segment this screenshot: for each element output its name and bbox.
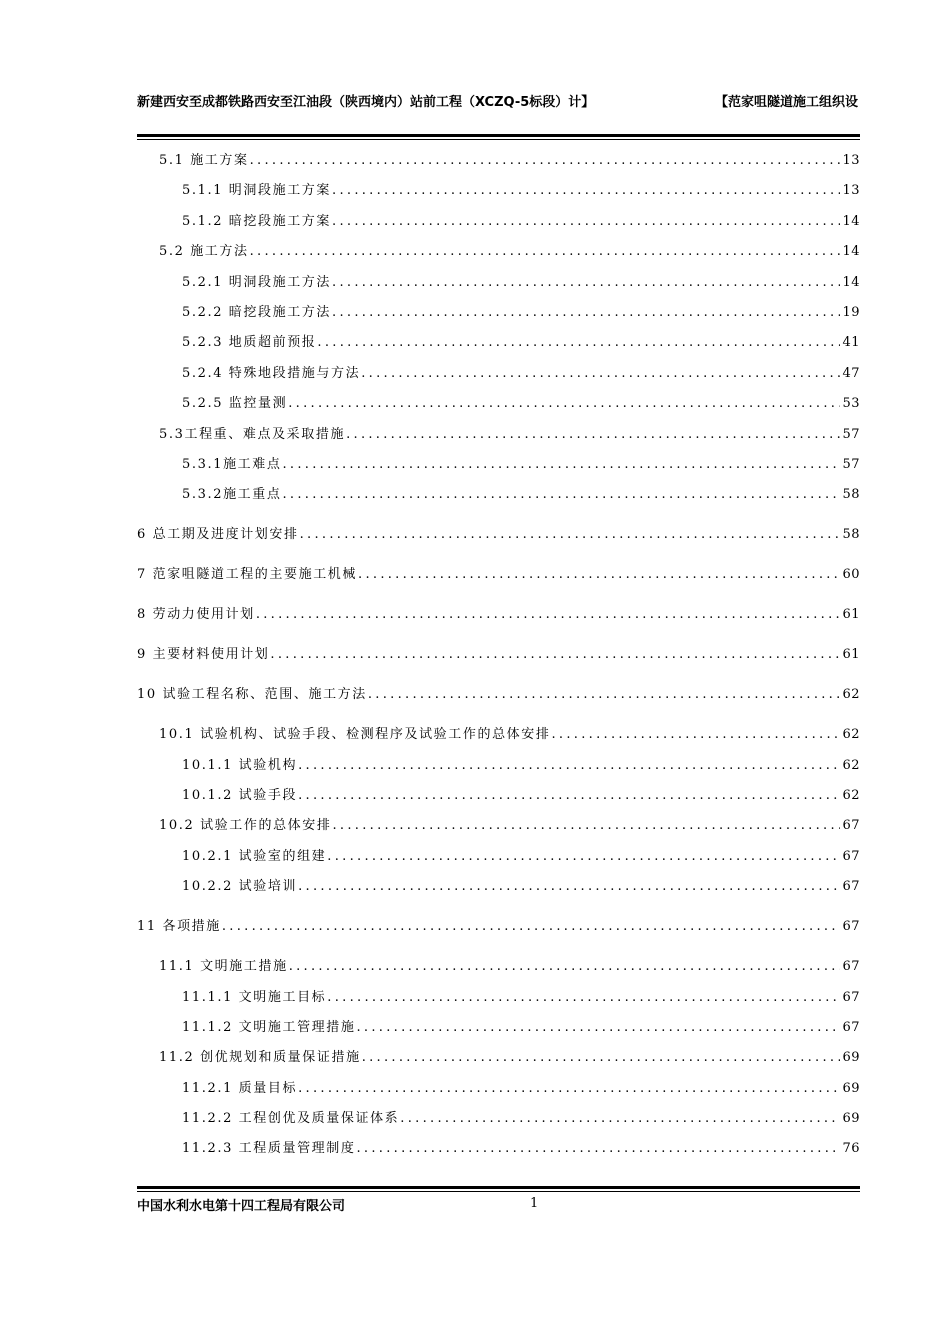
header-document-title: 【范家咀隧道施工组织设 xyxy=(714,95,858,110)
toc-entry-title: 5.3.1施工难点 xyxy=(182,457,282,472)
toc-entry[interactable] xyxy=(159,1049,860,1067)
header-rule-thin xyxy=(137,139,860,140)
toc-entry-page: 58 xyxy=(842,527,860,542)
toc-dot-leader xyxy=(551,726,840,744)
toc-dot-leader xyxy=(332,817,840,835)
toc-entry[interactable] xyxy=(137,566,860,584)
toc-entry-title: 7 范家咀隧道工程的主要施工机械 xyxy=(137,567,358,582)
toc-dot-leader xyxy=(250,243,841,261)
toc-entry[interactable] xyxy=(137,646,860,664)
toc-entry-page: 13 xyxy=(842,183,860,198)
toc-entry[interactable] xyxy=(159,958,860,976)
toc-entry-page: 67 xyxy=(842,849,860,864)
toc-entry[interactable] xyxy=(182,334,860,352)
toc-entry-page: 67 xyxy=(842,1020,860,1035)
toc-dot-leader xyxy=(256,606,841,624)
toc-entry-page: 14 xyxy=(842,275,860,290)
toc-entry-page: 67 xyxy=(842,879,860,894)
toc-entry[interactable] xyxy=(182,878,860,896)
toc-dot-leader xyxy=(358,566,840,584)
toc-entry-page: 47 xyxy=(842,366,860,381)
toc-dot-leader xyxy=(332,182,840,200)
toc-dot-leader xyxy=(298,878,840,896)
toc-entry-page: 14 xyxy=(842,214,860,229)
toc-dot-leader xyxy=(250,152,841,170)
toc-entry-title: 8 劳动力使用计划 xyxy=(137,607,255,622)
toc-entry[interactable] xyxy=(159,152,860,170)
toc-entry-page: 76 xyxy=(842,1141,860,1156)
toc-entry-title: 11.2 创优规划和质量保证措施 xyxy=(159,1050,361,1065)
toc-entry-title: 10.1.1 试验机构 xyxy=(182,758,298,773)
toc-dot-leader xyxy=(368,686,841,704)
toc-entry[interactable] xyxy=(159,243,860,261)
toc-entry-title: 5.1.1 明洞段施工方案 xyxy=(182,183,332,198)
toc-dot-leader xyxy=(327,989,840,1007)
toc-entry-page: 67 xyxy=(842,919,860,934)
footer-rule-thick xyxy=(137,1186,860,1189)
toc-entry[interactable] xyxy=(182,1080,860,1098)
toc-entry-title: 10.2.2 试验培训 xyxy=(182,879,298,894)
toc-dot-leader xyxy=(300,526,841,544)
toc-entry[interactable] xyxy=(137,918,860,936)
toc-entry[interactable] xyxy=(182,182,860,200)
toc-entry[interactable] xyxy=(182,274,860,292)
header-rule-thick xyxy=(137,134,860,137)
toc-entry-page: 53 xyxy=(842,396,860,411)
toc-dot-leader xyxy=(356,1019,840,1037)
toc-dot-leader xyxy=(282,486,840,504)
toc-entry-page: 62 xyxy=(842,727,860,742)
toc-entry[interactable] xyxy=(137,526,860,544)
toc-entry[interactable] xyxy=(159,426,860,444)
toc-dot-leader xyxy=(282,456,840,474)
toc-entry-title: 11.2.1 质量目标 xyxy=(182,1081,298,1096)
toc-entry[interactable] xyxy=(137,686,860,704)
toc-dot-leader xyxy=(332,213,840,231)
toc-entry[interactable] xyxy=(159,817,860,835)
toc-dot-leader xyxy=(298,1080,840,1098)
toc-entry-page: 67 xyxy=(842,990,860,1005)
toc-entry-page: 58 xyxy=(842,487,860,502)
toc-entry-page: 13 xyxy=(842,153,860,168)
toc-entry-page: 41 xyxy=(842,335,860,350)
toc-entry-page: 57 xyxy=(842,457,860,472)
toc-entry[interactable] xyxy=(182,456,860,474)
toc-entry-title: 5.1 施工方案 xyxy=(159,153,249,168)
toc-entry-title: 11 各项措施 xyxy=(137,919,221,934)
toc-entry-title: 11.2.2 工程创优及质量保证体系 xyxy=(182,1111,400,1126)
toc-entry[interactable] xyxy=(182,989,860,1007)
toc-dot-leader xyxy=(298,787,840,805)
footer-page-number: 1 xyxy=(530,1196,539,1211)
toc-dot-leader xyxy=(327,848,840,866)
toc-entry-title: 5.2.2 暗挖段施工方法 xyxy=(182,305,332,320)
toc-entry[interactable] xyxy=(182,757,860,775)
footer-rule-thin xyxy=(137,1191,860,1192)
toc-entry-title: 11.1.2 文明施工管理措施 xyxy=(182,1020,356,1035)
footer-company-name: 中国水利水电第十四工程局有限公司 xyxy=(137,1199,346,1214)
toc-dot-leader xyxy=(362,1049,841,1067)
toc-entry[interactable] xyxy=(182,395,860,413)
toc-entry-title: 5.3工程重、难点及采取措施 xyxy=(159,427,346,442)
toc-entry-page: 61 xyxy=(842,647,860,662)
toc-dot-leader xyxy=(270,646,840,664)
toc-entry-title: 11.2.3 工程质量管理制度 xyxy=(182,1141,356,1156)
toc-entry[interactable] xyxy=(182,1140,860,1158)
toc-entry-page: 69 xyxy=(842,1111,860,1126)
toc-entry-page: 69 xyxy=(842,1081,860,1096)
toc-entry[interactable] xyxy=(182,1110,860,1128)
toc-entry-title: 5.1.2 暗挖段施工方案 xyxy=(182,214,332,229)
toc-dot-leader xyxy=(400,1110,840,1128)
toc-entry-title: 10.2 试验工作的总体安排 xyxy=(159,818,332,833)
toc-dot-leader xyxy=(332,304,840,322)
toc-entry-title: 5.2.3 地质超前预报 xyxy=(182,335,317,350)
toc-dot-leader xyxy=(289,958,841,976)
toc-entry-page: 60 xyxy=(842,567,860,582)
toc-entry[interactable] xyxy=(182,486,860,504)
toc-entry-title: 11.1.1 文明施工目标 xyxy=(182,990,327,1005)
toc-dot-leader xyxy=(298,757,840,775)
toc-dot-leader xyxy=(332,274,840,292)
toc-entry-title: 5.2 施工方法 xyxy=(159,244,249,259)
toc-entry-title: 11.1 文明施工措施 xyxy=(159,959,288,974)
toc-entry-title: 10.2.1 试验室的组建 xyxy=(182,849,327,864)
toc-entry[interactable] xyxy=(182,213,860,231)
toc-entry-title: 6 总工期及进度计划安排 xyxy=(137,527,299,542)
toc-entry[interactable] xyxy=(182,365,860,383)
toc-dot-leader xyxy=(356,1140,840,1158)
toc-entry-page: 62 xyxy=(842,687,860,702)
toc-entry-title: 5.2.4 特殊地段措施与方法 xyxy=(182,366,361,381)
toc-dot-leader xyxy=(361,365,840,383)
toc-entry-page: 57 xyxy=(842,427,860,442)
header-project-title: 新建西安至成都铁路西安至江油段（陕西境内）站前工程（XCZQ-5标段）计】 xyxy=(137,95,595,110)
toc-dot-leader xyxy=(346,426,840,444)
toc-entry-page: 62 xyxy=(842,788,860,803)
page-header xyxy=(137,94,860,130)
toc-entry-page: 19 xyxy=(842,305,860,320)
toc-entry-page: 14 xyxy=(842,244,860,259)
toc-entry-title: 9 主要材料使用计划 xyxy=(137,647,270,662)
toc-entry-page: 67 xyxy=(842,959,860,974)
toc-entry[interactable] xyxy=(182,787,860,805)
toc-entry-title: 10.1 试验机构、试验手段、检测程序及试验工作的总体安排 xyxy=(159,727,551,742)
toc-entry-title: 5.2.5 监控量测 xyxy=(182,396,288,411)
toc-entry-page: 69 xyxy=(842,1050,860,1065)
toc-entry-title: 5.3.2施工重点 xyxy=(182,487,282,502)
toc-entry[interactable] xyxy=(182,1019,860,1037)
toc-entry-page: 62 xyxy=(842,758,860,773)
toc-entry-page: 61 xyxy=(842,607,860,622)
toc-entry[interactable] xyxy=(137,606,860,624)
toc-entry-page: 67 xyxy=(842,818,860,833)
toc-entry-title: 10.1.2 试验手段 xyxy=(182,788,298,803)
toc-dot-leader xyxy=(288,395,840,413)
toc-entry[interactable] xyxy=(159,726,860,744)
toc-entry[interactable] xyxy=(182,848,860,866)
toc-dot-leader xyxy=(222,918,841,936)
toc-entry-title: 10 试验工程名称、范围、施工方法 xyxy=(137,687,367,702)
toc-dot-leader xyxy=(317,334,840,352)
toc-entry[interactable] xyxy=(182,304,860,322)
toc-entry-title: 5.2.1 明洞段施工方法 xyxy=(182,275,332,290)
